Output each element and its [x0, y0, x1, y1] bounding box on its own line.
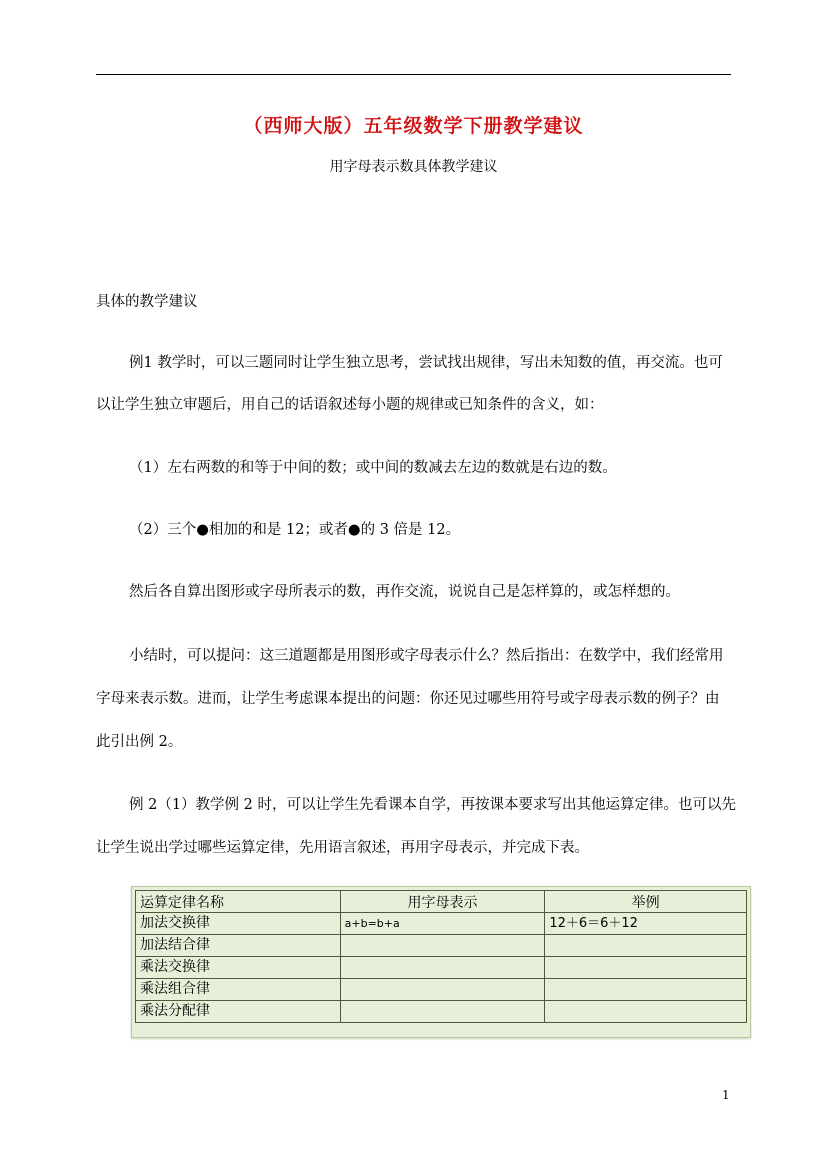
paragraph-line: 例1 教学时，可以三题同时让学生独立思考，尝试找出规律，写出未知数的值，再交流。也可	[129, 355, 723, 371]
page-number: 1	[722, 1088, 730, 1102]
table-header: 用字母表示	[340, 891, 545, 913]
table-row	[136, 979, 747, 1001]
table-row	[136, 957, 747, 979]
table-header: 运算定律名称	[136, 891, 341, 913]
table-header: 举例	[545, 891, 747, 913]
law-example	[545, 1001, 747, 1023]
list-item: （1）左右两数的和等于中间的数；或中间的数减去左边的数就是右边的数。	[129, 460, 617, 476]
law-example: 12＋6＝6＋12	[545, 913, 747, 935]
law-example	[545, 979, 747, 1001]
paragraph-line: 然后各自算出图形或字母所表示的数，再作交流，说说自己是怎样算的，或怎样想的。	[129, 584, 680, 600]
paragraph-line: 小结时，可以提问：这三道题都是用图形或字母表示什么？然后指出：在数学中，我们经常用	[129, 648, 724, 664]
law-formula	[340, 957, 545, 979]
table-row	[136, 1001, 747, 1023]
law-name: 乘法分配律	[136, 1001, 341, 1023]
page-subtitle: 用字母表示数具体教学建议	[329, 159, 498, 175]
law-formula	[340, 935, 545, 957]
law-formula	[340, 979, 545, 1001]
table-row	[136, 935, 747, 957]
law-name: 加法结合律	[136, 935, 341, 957]
law-name: 加法交换律	[136, 913, 341, 935]
table-header-row	[136, 891, 747, 913]
paragraph-line: 以让学生独立审题后，用自己的话语叙述每小题的规律或已知条件的含义，如：	[96, 397, 604, 413]
page-title: （西师大版）五年级数学下册教学建议	[243, 115, 584, 137]
paragraph-line: 让学生说出学过哪些运算定律，先用语言叙述，再用字母表示，并完成下表。	[96, 840, 589, 856]
law-example	[545, 957, 747, 979]
law-name: 乘法组合律	[136, 979, 341, 1001]
section-heading: 具体的教学建议	[96, 294, 198, 310]
laws-table-frame	[131, 886, 751, 1038]
law-formula	[340, 1001, 545, 1023]
paragraph-line: 字母来表示数。进而，让学生考虑课本提出的问题：你还见过哪些用符号或字母表示数的例子？由	[96, 691, 720, 707]
header-rule	[96, 74, 731, 75]
law-formula: a+b=b+a	[340, 913, 545, 935]
table-row	[136, 913, 747, 935]
paragraph-line: 此引出例 2。	[96, 734, 183, 750]
law-name: 乘法交换律	[136, 957, 341, 979]
list-item: （2）三个●相加的和是 12；或者●的 3 倍是 12。	[129, 522, 461, 538]
laws-table	[135, 890, 747, 1023]
paragraph-line: 例 2（1）教学例 2 时，可以让学生先看课本自学，再按课本要求写出其他运算定律。也可以先	[129, 797, 736, 813]
law-example	[545, 935, 747, 957]
